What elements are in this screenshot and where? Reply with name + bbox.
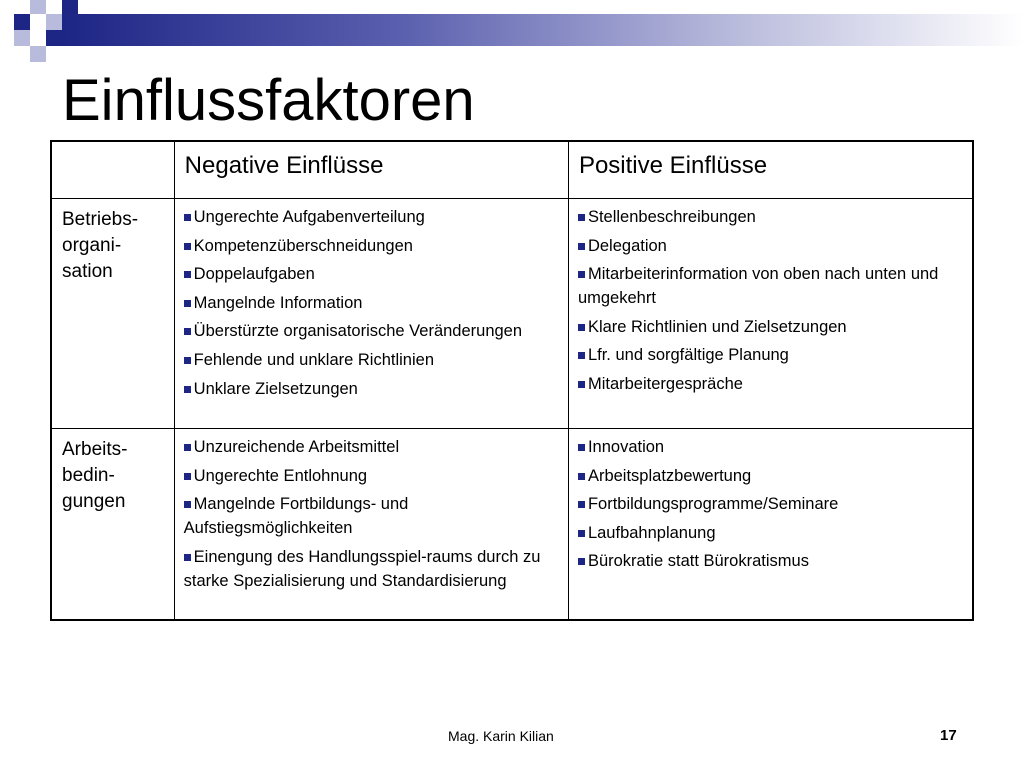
cell-negative-betriebsorganisation	[174, 199, 568, 429]
list-item: Lfr. und sorgfältige Planung	[578, 343, 964, 367]
square-bullet-icon	[184, 501, 191, 508]
positive-factor-list	[578, 435, 964, 573]
list-item: Ungerechte Entlohnung	[184, 464, 560, 488]
table-row-betriebsorganisation	[51, 199, 973, 429]
list-item: Doppelaufgaben	[184, 262, 560, 286]
row-label-line: bedin-	[62, 465, 115, 486]
header-negative-influences: Negative Einflüsse	[174, 141, 568, 199]
header-empty-cell	[51, 141, 174, 199]
cell-negative-arbeitsbedingungen	[174, 429, 568, 620]
table-header-row	[51, 141, 973, 199]
list-item: Fehlende und unklare Richtlinien	[184, 348, 560, 372]
square-bullet-icon	[184, 386, 191, 393]
list-item: Mangelnde Fortbildungs- und Aufstiegsmöglichkeiten	[183, 495, 409, 538]
square-bullet-icon	[578, 324, 585, 331]
square-bullet-icon	[184, 357, 191, 364]
square-bullet-icon	[578, 243, 585, 250]
list-item: Arbeitsplatzbewertung	[578, 464, 964, 488]
cell-positive-betriebsorganisation	[568, 199, 973, 429]
list-item: Bürokratie statt Bürokratismus	[578, 549, 964, 573]
list-item: Ungerechte Aufgabenverteilung	[184, 205, 560, 229]
list-item: Innovation	[578, 435, 964, 459]
list-item: Unklare Zielsetzungen	[184, 377, 560, 401]
list-item: Mitarbeitergespräche	[578, 372, 964, 396]
influence-factors-table	[50, 140, 974, 621]
deco-square-lavender	[14, 30, 30, 46]
square-bullet-icon	[578, 271, 585, 278]
row-label-line: sation	[62, 261, 113, 282]
row-label-arbeitsbedingungen	[51, 429, 174, 620]
header-gradient-band	[62, 14, 1024, 46]
square-bullet-icon	[184, 214, 191, 221]
square-bullet-icon	[578, 530, 585, 537]
row-label-line: gungen	[62, 491, 126, 512]
square-bullet-icon	[184, 473, 191, 480]
deco-square-navy	[62, 0, 78, 14]
square-bullet-icon	[578, 501, 585, 508]
list-item: Unzureichende Arbeitsmittel	[184, 435, 560, 459]
cell-positive-arbeitsbedingungen	[568, 429, 973, 620]
negative-factor-list	[184, 435, 560, 593]
row-label-line: Arbeits-	[62, 439, 128, 460]
square-bullet-icon	[578, 558, 585, 565]
deco-square-lavender	[46, 14, 62, 30]
square-bullet-icon	[578, 214, 585, 221]
deco-square-navy	[46, 30, 62, 46]
deco-square-lavender	[30, 0, 46, 14]
square-bullet-icon	[184, 243, 191, 250]
list-item: Kompetenzüberschneidungen	[184, 234, 560, 258]
square-bullet-icon	[184, 271, 191, 278]
square-bullet-icon	[184, 300, 191, 307]
header-positive-influences: Positive Einflüsse	[568, 141, 973, 199]
positive-factor-list	[578, 205, 964, 396]
list-item: Klare Richtlinien und Zielsetzungen	[578, 315, 964, 339]
negative-factor-list	[184, 205, 560, 401]
square-bullet-icon	[184, 444, 191, 451]
list-item: Fortbildungsprogramme/Seminare	[578, 492, 964, 516]
square-bullet-icon	[578, 473, 585, 480]
list-item: Mitarbeiterinformation von oben nach unten und umgekehrt	[577, 265, 939, 308]
deco-square-lavender	[30, 46, 46, 62]
square-bullet-icon	[578, 381, 585, 388]
list-item: Mangelnde Information	[184, 291, 560, 315]
row-label-betriebsorganisation	[51, 199, 174, 429]
square-bullet-icon	[184, 328, 191, 335]
row-label-line: Betriebs-	[62, 209, 139, 230]
square-bullet-icon	[184, 554, 191, 561]
list-item: Laufbahnplanung	[578, 521, 964, 545]
list-item: Stellenbeschreibungen	[578, 205, 964, 229]
square-bullet-icon	[578, 352, 585, 359]
page-number: 17	[940, 727, 957, 744]
deco-square-navy	[14, 14, 30, 30]
list-item: Überstürzte organisatorische Veränderungen	[184, 319, 560, 343]
row-label-line: organi-	[62, 235, 122, 256]
table-row-arbeitsbedingungen	[51, 429, 973, 620]
slide-title: Einflussfaktoren	[62, 68, 475, 133]
footer-author: Mag. Karin Kilian	[448, 728, 554, 744]
list-item: Delegation	[578, 234, 964, 258]
square-bullet-icon	[578, 444, 585, 451]
list-item: Einengung des Handlungsspiel-raums durch zu starke Spezialisierung und Standardisierung	[183, 547, 541, 590]
